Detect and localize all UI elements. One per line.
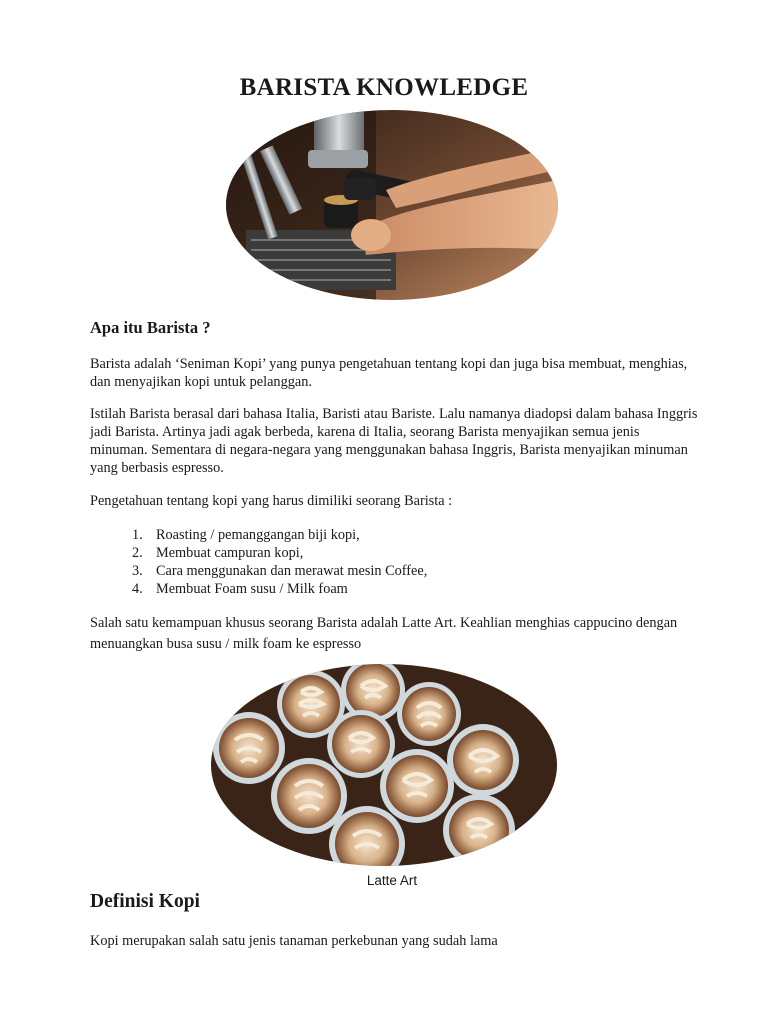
list-item: 2. Membuat campuran kopi, xyxy=(132,545,304,561)
list-item: 4. Membuat Foam susu / Milk foam xyxy=(132,581,348,597)
paragraph-barista-origin: Istilah Barista berasal dari bahasa Italia, Baristi atau Bariste. Lalu namanya diadopsi dalam bahasa Inggris jadi Barista. Artinya jadi agak berbeda, karena di Italia, seorang Barista menyajikan semua jenis minuman. Sementara di negara-negara yang menggunakan bahasa Inggris, Barista menyajikan minuman yang berbasis espresso. xyxy=(90,406,698,476)
list-item: 3. Cara menggunakan dan merawat mesin Coffee, xyxy=(132,563,428,579)
section-heading-definisi-kopi: Definisi Kopi xyxy=(90,891,200,912)
paragraph-barista-knowledge-intro: Pengetahuan tentang kopi yang harus dimiliki seorang Barista : xyxy=(90,493,453,509)
latte-art-caption: Latte Art xyxy=(366,873,418,888)
barista-knowledge-list xyxy=(132,526,427,598)
paragraph-kopi-definition: Kopi merupakan salah satu jenis tanaman perkebunan yang sudah lama xyxy=(90,933,498,949)
paragraph-latte-art: Salah satu kemampuan khusus seorang Barista adalah Latte Art. Keahlian menghias cappucino dengan menuangkan busa susu / milk foam ke espresso xyxy=(90,615,678,652)
list-item: 1. Roasting / pemanggangan biji kopi, xyxy=(132,527,360,543)
barista-espresso-photo xyxy=(226,110,558,300)
paragraph-barista-definition: Barista adalah ‘Seniman Kopi’ yang punya pengetahuan tentang kopi dan juga bisa membuat, menghias, dan menyajikan kopi untuk pelanggan. xyxy=(90,356,688,390)
section-heading-apa-itu-barista: Apa itu Barista ? xyxy=(90,318,211,337)
page-title: BARISTA KNOWLEDGE xyxy=(239,74,529,101)
latte-art-photo xyxy=(211,664,557,866)
